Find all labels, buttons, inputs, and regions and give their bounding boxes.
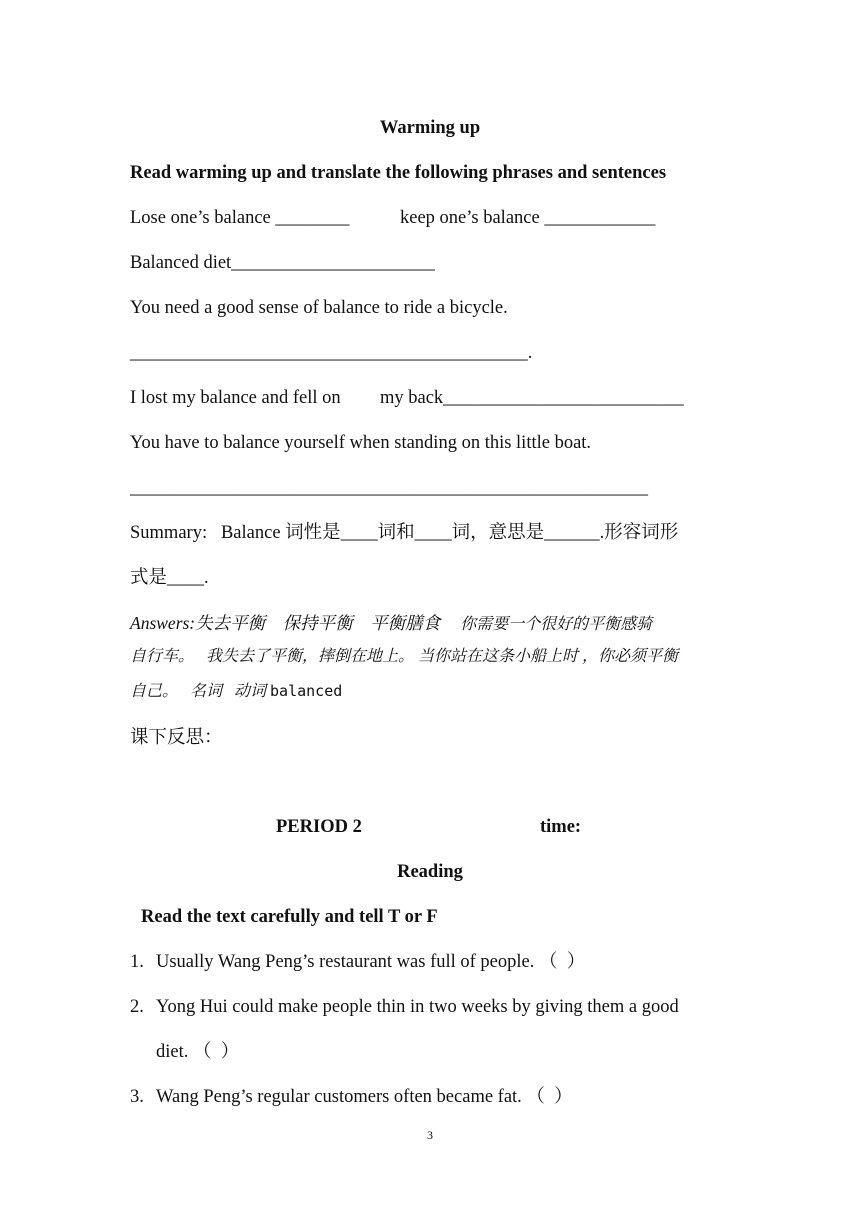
item-text: Yong Hui could make people thin in two weeks by giving them a good xyxy=(156,997,679,1017)
item-text: Wang Peng’s regular customers often became fat. （ ） xyxy=(156,1087,573,1107)
time-label: time: xyxy=(540,817,582,837)
sentence-lost-balance: I lost my balance and fell on xyxy=(130,388,341,408)
warming-instruction: Read warming up and translate the following phrases and sentences xyxy=(130,163,667,183)
answers-text: 你需要一个很好的平衡感骑 xyxy=(460,616,653,633)
answers-line-1 xyxy=(130,611,652,637)
sentence-balance-yourself: You have to balance yourself when standing on this little boat. xyxy=(130,433,592,453)
section-title-reading: Reading xyxy=(397,862,463,882)
item-number: 2. xyxy=(130,997,144,1017)
item-text: Usually Wang Peng’s restaurant was full of people. （ ） xyxy=(156,952,586,972)
answers-text: 自己。 名词 动词 xyxy=(130,683,271,700)
answers-word-balanced: balanced xyxy=(270,682,343,700)
sentence-lost-balance-blank: my back__________________________ xyxy=(380,388,684,408)
reflection-label: 课下反思： xyxy=(130,728,223,748)
phrase-lose-balance: Lose one’s balance ________ xyxy=(130,208,350,228)
list-item-continuation xyxy=(130,1040,239,1064)
page-number: 3 xyxy=(427,1128,433,1142)
section-title-warming-up: Warming up xyxy=(379,118,481,138)
list-item xyxy=(130,1085,573,1109)
item-number: 1. xyxy=(130,952,144,972)
phrase-balanced-diet: Balanced diet______________________ xyxy=(130,253,435,273)
answers-label: Answers: xyxy=(130,613,196,633)
period-label: PERIOD 2 xyxy=(276,817,362,837)
list-item xyxy=(130,995,679,1019)
phrase-keep-balance: keep one’s balance ____________ xyxy=(400,208,656,228)
item-number: 3. xyxy=(130,1087,144,1107)
blank-line: ________________________________________________________ xyxy=(130,478,648,498)
summary-line-2: 式是____. xyxy=(130,568,209,588)
list-item xyxy=(130,950,585,974)
summary-line-1: Summary: Balance 词性是____词和____词，意思是______.形容词形 xyxy=(130,523,679,543)
blank-line: ___________________________________________. xyxy=(130,343,533,363)
sentence-sense-of-balance: You need a good sense of balance to ride a bicycle. xyxy=(130,298,508,318)
reading-instruction: Read the text carefully and tell T or F xyxy=(141,907,438,927)
answers-line-3 xyxy=(130,679,342,704)
item-text: diet. （ ） xyxy=(156,1042,240,1062)
answers-line-2: 自行车。 我失去了平衡，摔倒在地上。 当你站在这条小船上时 ，你必须平衡 xyxy=(130,648,679,665)
answers-text: 失去平衡 保持平衡 平衡膳食 xyxy=(195,613,441,633)
